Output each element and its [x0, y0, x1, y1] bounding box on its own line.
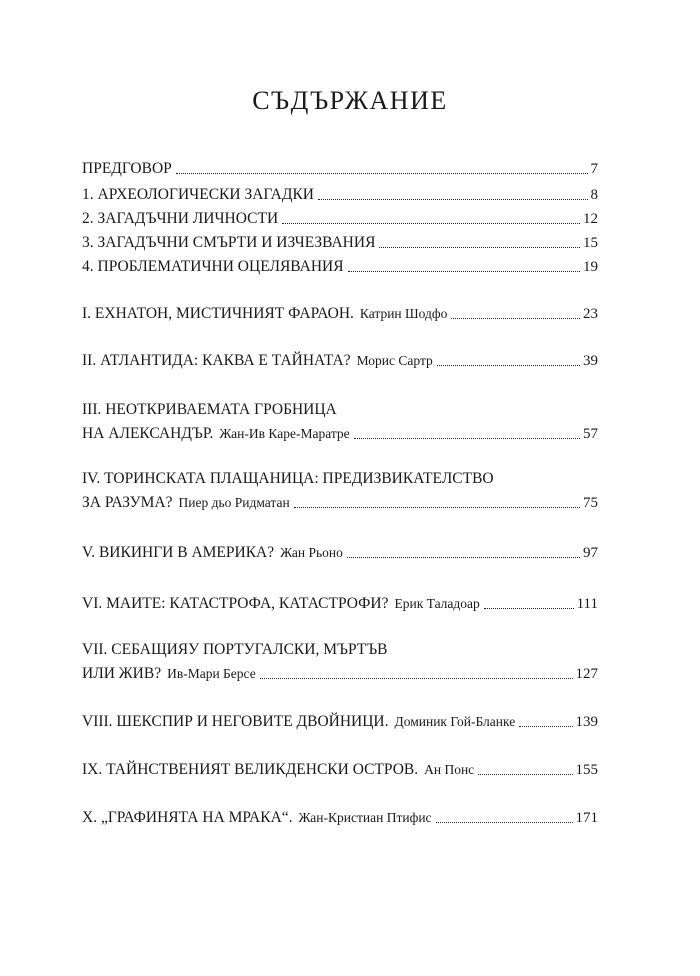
- toc-entry-author: Катрин Шодфо: [359, 306, 448, 321]
- leader-dots: [282, 222, 580, 224]
- toc-entry-VIII: [82, 713, 598, 731]
- toc-entry-2: [82, 210, 598, 228]
- toc-entry-author: Доминик Гой-Бланке: [394, 714, 516, 729]
- leader-dots: [318, 198, 588, 200]
- toc-entry-page: 97: [583, 545, 598, 561]
- leader-dots: [451, 317, 580, 319]
- toc-entry-IV-line2: [82, 494, 598, 512]
- toc-entry-author: Ан Понс: [424, 762, 475, 777]
- toc-entry-page: 57: [583, 426, 598, 442]
- toc-entry-author: Жан-Ив Каре-Маратре: [219, 426, 350, 441]
- toc-entry-preface: [82, 160, 598, 178]
- toc-entry-title: ИЛИ ЖИВ?: [82, 665, 162, 682]
- toc-entry-page: 155: [575, 762, 598, 778]
- toc-entry-title: IV. ТОРИНСКАТА ПЛАЩАНИЦА: ПРЕДИЗВИКАТЕЛСТВО: [82, 470, 494, 487]
- toc-entry-IV-line1: [82, 470, 598, 488]
- toc-entry-author: Ив-Мари Берсе: [167, 666, 256, 681]
- toc-entry-page: 39: [583, 353, 598, 369]
- leader-dots: [379, 246, 580, 248]
- toc-entry-author: Морис Сартр: [356, 353, 433, 368]
- toc-entry-page: 12: [583, 211, 598, 227]
- toc-entry-title: II. АТЛАНТИДА: КАКВА Е ТАЙНАТА?: [82, 352, 351, 369]
- toc-entry-title: ПРЕДГОВОР: [82, 160, 172, 177]
- toc-entry-author: Жан-Кристиан Птифис: [298, 810, 432, 825]
- toc-entry-page: 75: [583, 495, 598, 511]
- toc-entry-author: Пиер дьо Ридматан: [178, 495, 290, 510]
- leader-dots: [347, 556, 580, 558]
- toc-entry-page: 111: [576, 596, 598, 612]
- toc-entry-4: [82, 258, 598, 276]
- toc-entry-page: 19: [583, 259, 598, 275]
- toc-entry-page: 8: [590, 187, 598, 203]
- leader-dots: [354, 437, 580, 439]
- toc-entry-title: VI. МАИТЕ: КАТАСТРОФА, КАТАСТРОФИ?: [82, 595, 389, 612]
- toc-entry-title: III. НЕОТКРИВАЕМАТА ГРОБНИЦА: [82, 401, 337, 418]
- leader-dots: [436, 821, 573, 823]
- toc-entry-V: [82, 544, 598, 562]
- toc-entry-page: 171: [575, 810, 598, 826]
- toc-entry-title: IX. ТАЙНСТВЕНИЯТ ВЕЛИКДЕНСКИ ОСТРОВ.: [82, 761, 419, 778]
- toc-entry-VI: [82, 595, 598, 613]
- toc-entry-title: I. ЕХНАТОН, МИСТИЧНИЯТ ФАРАОН.: [82, 305, 354, 322]
- toc-entry-page: 127: [575, 666, 598, 682]
- leader-dots: [478, 773, 572, 775]
- toc-entry-title: X. „ГРАФИНЯТА НА МРАКА“.: [82, 809, 293, 826]
- toc-entry-title: 4. ПРОБЛЕМАТИЧНИ ОЦЕЛЯВАНИЯ: [82, 258, 344, 275]
- toc-entry-page: 15: [583, 235, 598, 251]
- leader-dots: [437, 364, 580, 366]
- toc-entry-IX: [82, 761, 598, 779]
- toc-entry-title: 2. ЗАГАДЪЧНИ ЛИЧНОСТИ: [82, 210, 279, 227]
- toc-entry-X: [82, 809, 598, 827]
- toc-entry-VII-line1: [82, 641, 598, 659]
- toc-entry-VII-line2: [82, 665, 598, 683]
- leader-dots: [484, 607, 574, 609]
- toc-entry-III-line1: [82, 401, 598, 419]
- toc-entry-II: [82, 352, 598, 370]
- toc-entry-I: [82, 305, 598, 323]
- toc-entry-page: 139: [575, 714, 598, 730]
- toc-entry-page: 7: [590, 161, 598, 177]
- toc-entry-title: V. ВИКИНГИ В АМЕРИКА?: [82, 544, 275, 561]
- leader-dots: [519, 725, 572, 727]
- toc-entry-1: [82, 186, 598, 204]
- toc-entry-title: ЗА РАЗУМА?: [82, 494, 173, 511]
- toc-entry-III-line2: [82, 425, 598, 443]
- leader-dots: [348, 270, 580, 272]
- toc-entry-page: 23: [583, 306, 598, 322]
- page-title: СЪДЪРЖАНИЕ: [252, 86, 448, 115]
- toc-entry-title: 1. АРХЕОЛОГИЧЕСКИ ЗАГАДКИ: [82, 186, 314, 203]
- toc-entry-author: Жан Рьоно: [280, 545, 343, 560]
- toc-entry-title: 3. ЗАГАДЪЧНИ СМЪРТИ И ИЗЧЕЗВАНИЯ: [82, 234, 376, 251]
- leader-dots: [176, 172, 588, 174]
- toc-entry-3: [82, 234, 598, 252]
- toc-entry-title: VIII. ШЕКСПИР И НЕГОВИТЕ ДВОЙНИЦИ.: [82, 713, 389, 730]
- toc-entry-author: Ерик Таладоар: [394, 596, 480, 611]
- leader-dots: [294, 506, 580, 508]
- toc-entry-title: VII. СЕБАЩИЯУ ПОРТУГАЛСКИ, МЪРТЪВ: [82, 641, 388, 658]
- toc-entry-title: НА АЛЕКСАНДЪР.: [82, 425, 214, 442]
- leader-dots: [260, 677, 573, 679]
